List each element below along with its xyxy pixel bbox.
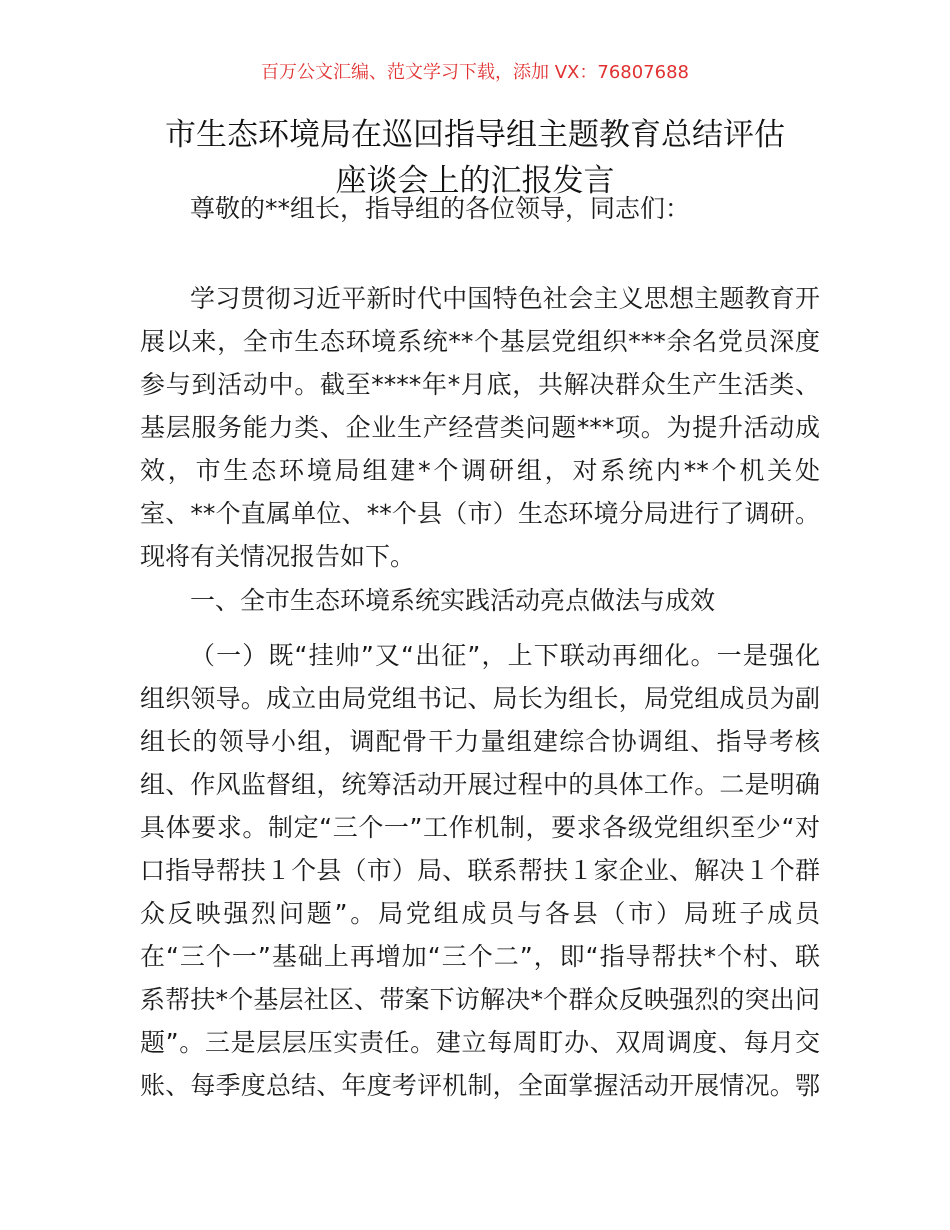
text-line: 学习贯彻习近平新时代中国特色社会主义思想主题教育开 <box>190 284 820 313</box>
text-line: 组长的领导小组，调配骨干力量组建综合协调组、指导考核 <box>140 727 820 756</box>
text-line: 组、作风监督组，统筹活动开展过程中的具体工作。二是明确 <box>140 770 820 799</box>
title-line: 座谈会上的汇报发言 <box>335 163 615 199</box>
text-line: 现将有关情况报告如下。 <box>140 542 416 571</box>
text-line: 账、每季度总结、年度考评机制，全面掌握活动开展情况。鄂 <box>140 1071 820 1100</box>
text-line: 组织领导。成立由局党组书记、局长为组长，局党组成员为副 <box>140 684 820 713</box>
salutation-text: 尊敬的**组长，指导组的各位领导，同志们： <box>190 194 691 223</box>
text-line: 众反映强烈问题”。局党组成员与各县（市）局班子成员 <box>140 899 820 928</box>
paragraph-intro <box>140 277 820 578</box>
paragraph-section-1-1 <box>140 634 820 1107</box>
text-line: 题”。三是层层压实责任。建立每周盯办、双周调度、每月交 <box>140 1028 820 1057</box>
title-line: 市生态环境局在巡回指导组主题教育总结评估 <box>165 117 785 153</box>
text-line: 效，市生态环境局组建*个调研组，对系统内**个机关处 <box>140 456 820 485</box>
salutation <box>140 187 820 230</box>
watermark-banner: 百万公文汇编、范文学习下载，添加 VX：76807688 <box>261 62 689 83</box>
text-line: 展以来，全市生态环境系统**个基层党组织***余名党员深度 <box>140 327 820 356</box>
text-line: 室、**个直属单位、**个县（市）生态环境分局进行了调研。 <box>140 499 820 528</box>
text-line: 系帮扶*个基层社区、带案下访解决*个群众反映强烈的突出问 <box>140 985 820 1014</box>
text-line: 参与到活动中。截至****年*月底，共解决群众生产生活类、 <box>140 370 820 399</box>
section-heading <box>140 579 820 622</box>
text-line: 具体要求。制定“三个一”工作机制，要求各级党组织至少“对 <box>140 813 820 842</box>
text-line: 基层服务能力类、企业生产经营类问题***项。为提升活动成 <box>140 413 820 442</box>
text-line: 在“三个一”基础上再增加“三个二”，即“指导帮扶*个村、联 <box>140 942 820 971</box>
text-line: 口指导帮扶１个县（市）局、联系帮扶１家企业、解决１个群 <box>140 856 820 885</box>
text-line: 一、全市生态环境系统实践活动亮点做法与成效 <box>190 586 716 615</box>
text-line: （一）既“挂帅”又“出征”，上下联动再细化。一是强化 <box>190 641 820 670</box>
